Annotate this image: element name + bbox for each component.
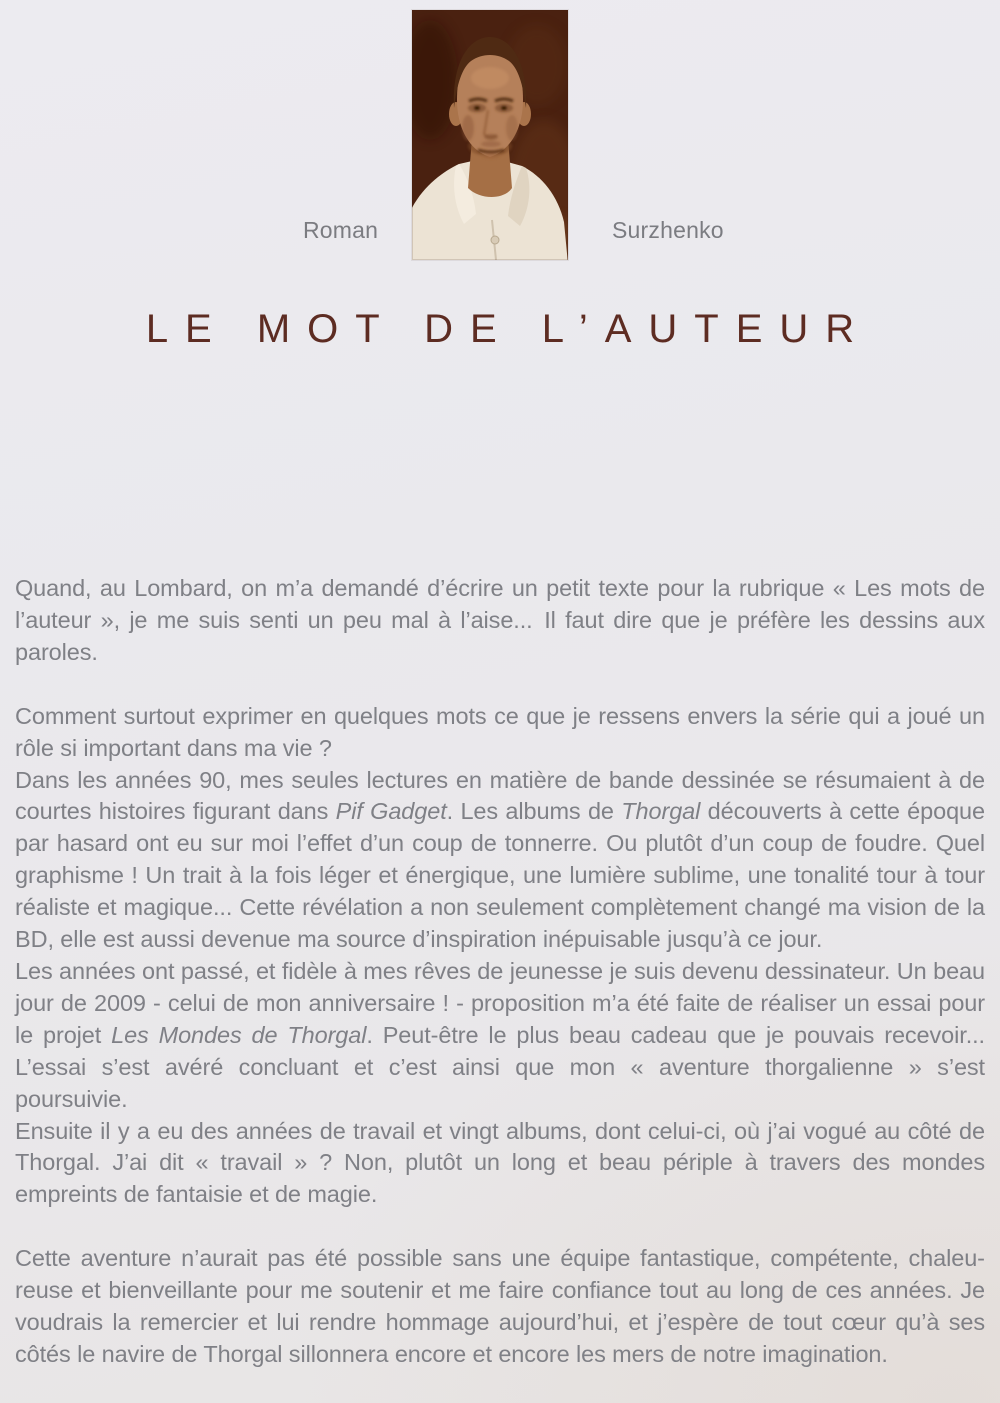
paragraph-question <box>15 701 985 765</box>
closing-block <box>15 1243 985 1371</box>
paragraph-albums <box>15 1116 985 1212</box>
text-run: . Peut-être le plus beau cadeau que je pouvais recevoir... L’essai s’est avéré concluant et c’est ainsi que mon « aventure thorgalienne » s’est poursuivie. <box>15 1021 985 1112</box>
paragraph-career <box>15 956 985 1116</box>
text-run: découverts à cette époque par hasard ont eu sur moi l’effet d’un coup de tonnerre. Ou plutôt d’un coup de foudre. Quel graphisme ! Un trait à la fois léger et énergique, une lumière sublime, une tonalité tour à tour réaliste et magique... Cette révélation a non seulement complètement changé ma vision de la BD, elle est aussi devenue ma source d’inspiration inépuisable jusqu’à ce jour. <box>15 798 985 953</box>
author-last-name: Surzhenko <box>612 217 724 243</box>
italic-title-thorgal: Thorgal <box>621 798 701 825</box>
italic-title-pif-gadget: Pif Gadget <box>335 798 447 825</box>
paragraph-thanks <box>15 1243 985 1371</box>
text-run: . Les albums de <box>446 798 622 825</box>
text-run: Quand, au Lombard, on m’a demandé d’écrire un petit texte pour la rubrique « Les mots de l’auteur », je me suis senti un peu mal à l’aise... Il faut dire que je préfère les dessins aux paroles. <box>15 575 985 665</box>
paragraph-discovery <box>15 765 985 956</box>
paragraph-intro <box>15 573 985 669</box>
italic-title-les-mondes-de-thorgal: Les Mondes de Thorgal <box>111 1021 367 1048</box>
article-body <box>15 573 985 1371</box>
page-title: LE MOT DE L’AUTEUR <box>145 307 872 351</box>
main-block <box>15 701 985 1212</box>
text-run: Ensuite il y a eu des années de travail et vingt albums, dont celui-ci, où j’ai vogué au côté de Thorgal. J’ai dit « travail » ? Non, plutôt un long et beau périple à travers des mondes empreints de fantaisie et de magie. <box>15 1117 985 1208</box>
text-run: Les années ont passé, et fidèle à mes rêves de jeunesse je suis devenu dessinateur. Un beau jour de 2009 - celui de mon anniversaire ! - proposition m’a été faite de réaliser un essai pour le projet <box>15 957 985 1048</box>
author-portrait-photo <box>412 10 568 260</box>
text-run: Dans les années 90, mes seules lectures en matière de bande dessinée se résumaient à de courtes histoires figurant dans <box>15 766 985 825</box>
text-run: Cette aventure n’aurait pas été possible sans une équipe fantastique, compétente, chaleureuse et bienveillante pour me soutenir et me faire confiance tout au long de ces années. Je voudrais la remercier et lui rendre hommage aujourd’hui, et j’espère de tout cœur qu’à ses côtés le navire de Thorgal sillonnera encore et encore les mers de notre imagination. <box>15 1245 985 1367</box>
intro-block <box>15 573 985 669</box>
portrait-illustration <box>412 10 568 260</box>
author-first-name: Roman <box>303 217 379 243</box>
text-run: Comment surtout exprimer en quelques mots ce que je ressens envers la série qui a joué un rôle si important dans ma vie ? <box>15 702 985 761</box>
